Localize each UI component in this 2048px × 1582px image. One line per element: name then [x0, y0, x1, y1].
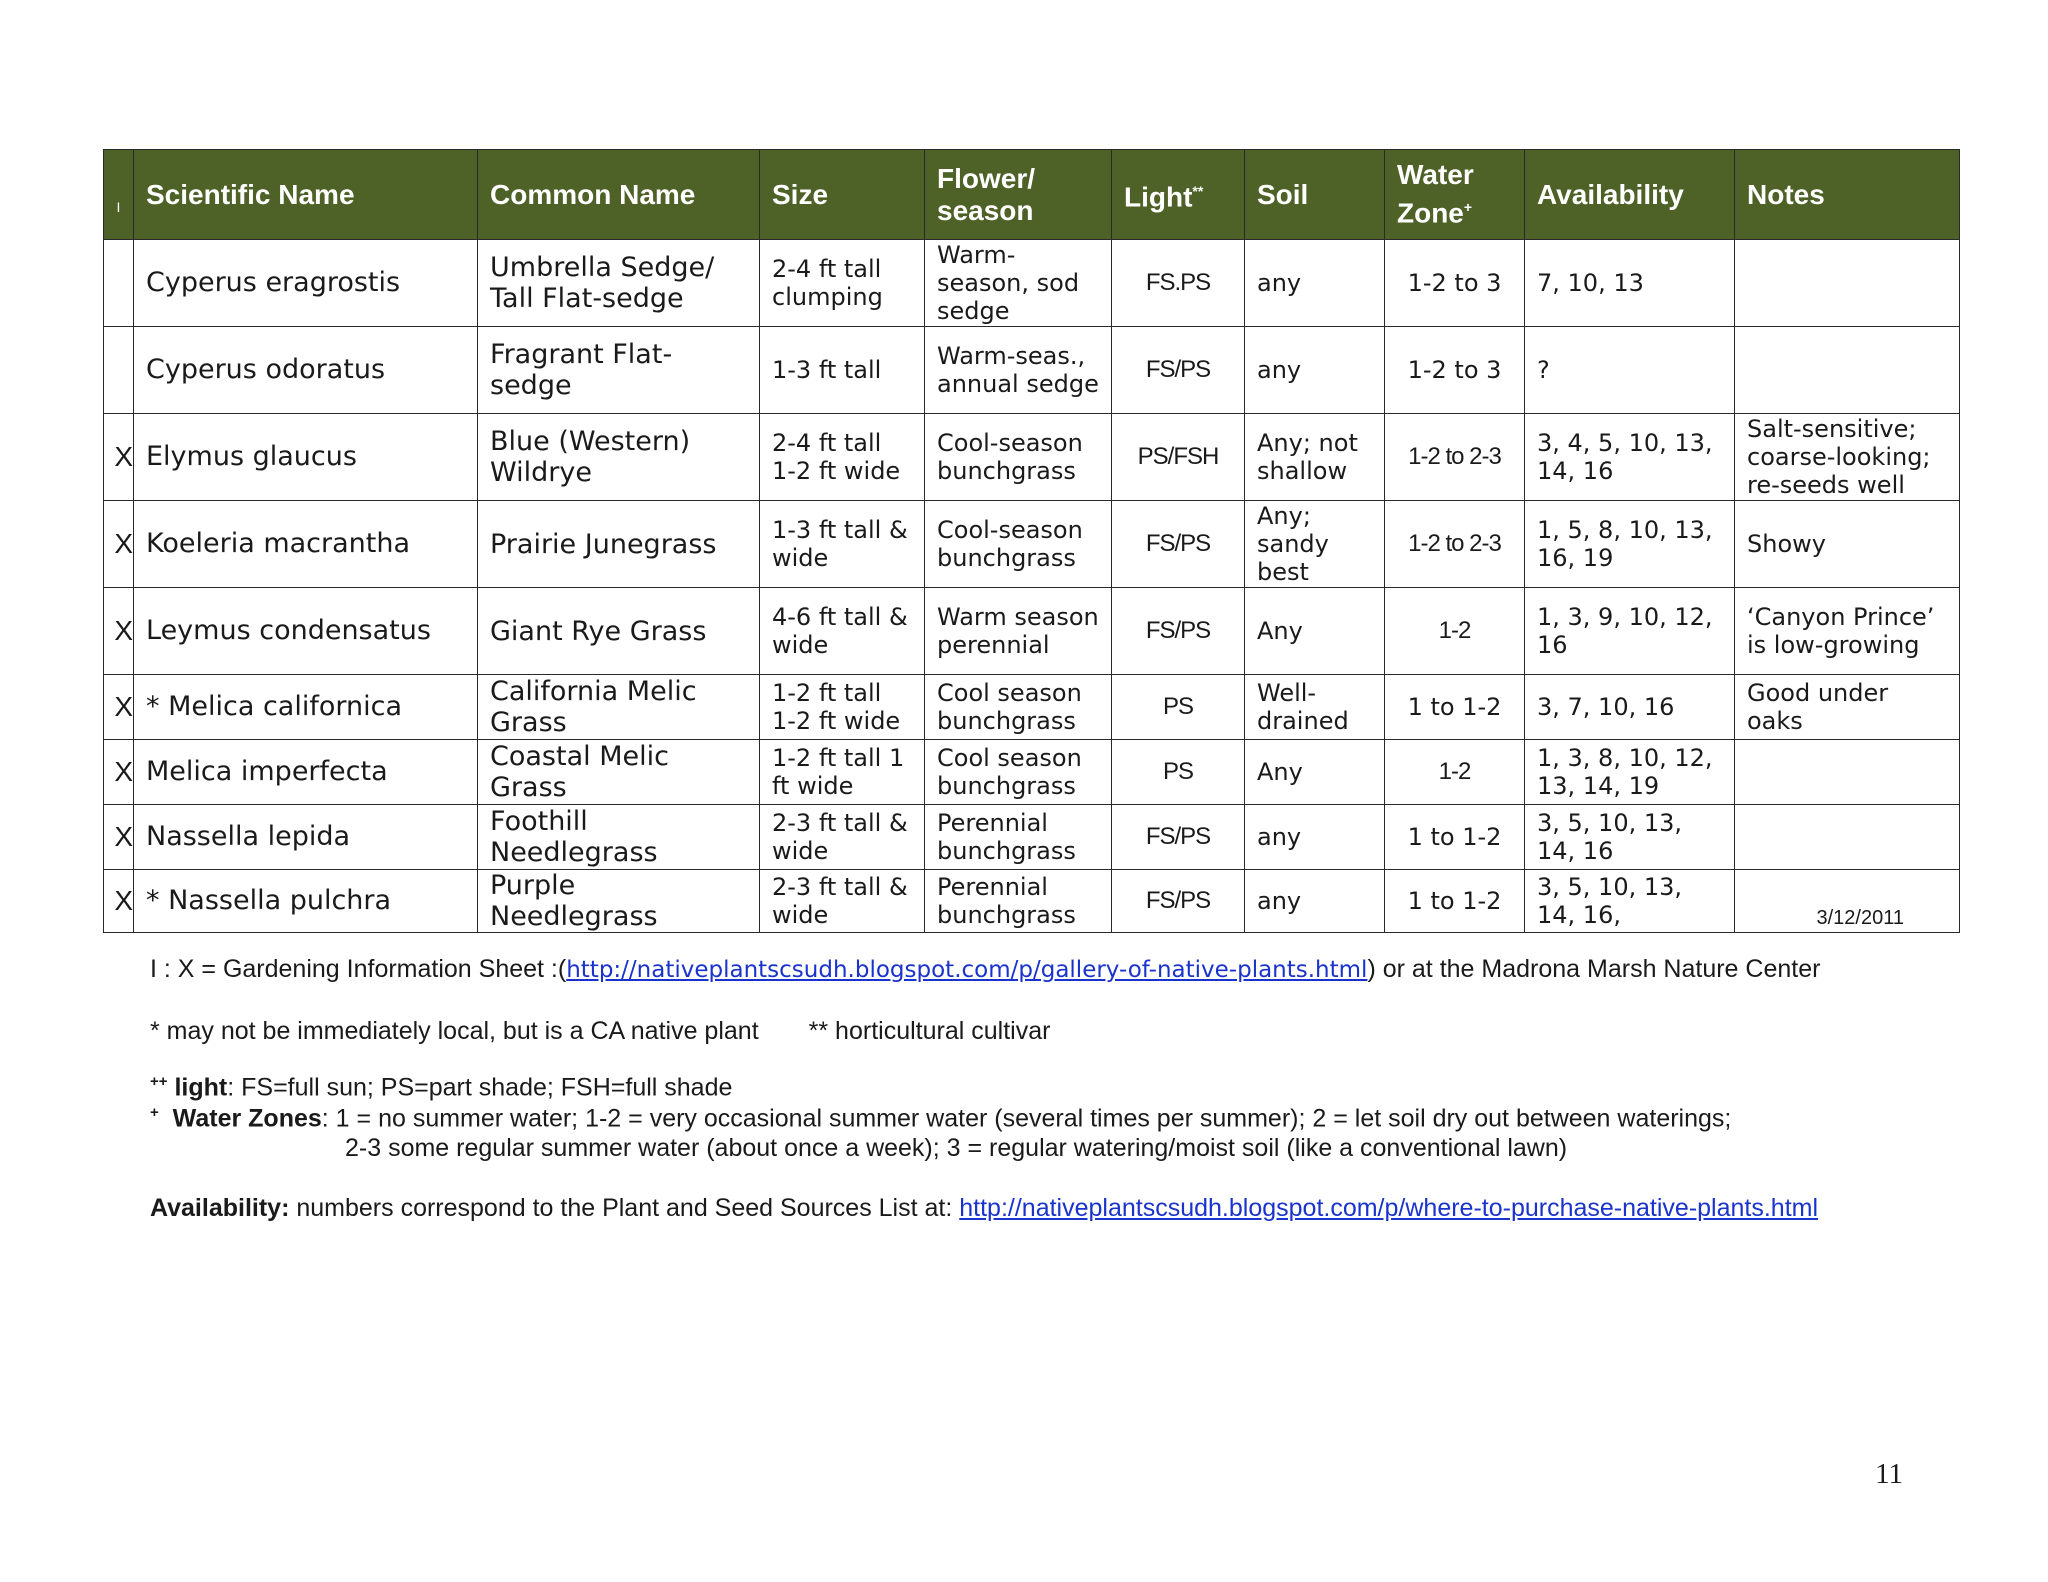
cell-common-name: Purple Needlegrass [478, 870, 760, 933]
cell-availability: 1, 3, 9, 10, 12, 16 [1525, 588, 1735, 675]
footnote-water-zones: + Water Zones: 1 = no summer water; 1-2 = very occasional summer water (several times per summer); 2 = let soil dry out between waterings; [150, 1104, 1732, 1133]
cell-flower-season: Cool season bunchgrass [925, 675, 1112, 740]
cell-x-mark: X [104, 588, 134, 675]
cell-size: 1-2 ft tall 1-2 ft wide [760, 675, 925, 740]
cell-flower-season: Perennial bunchgrass [925, 805, 1112, 870]
cell-size: 2-3 ft tall & wide [760, 805, 925, 870]
header-notes: Notes [1735, 150, 1960, 240]
plant-table [103, 149, 1960, 933]
cell-x-mark: X [104, 870, 134, 933]
cell-flower-season: Warm-seas., annual sedge [925, 327, 1112, 414]
cell-light: PS [1112, 675, 1245, 740]
cell-soil: any [1245, 870, 1385, 933]
table-row [104, 805, 1960, 870]
cell-notes [1735, 740, 1960, 805]
cell-soil: Well-drained [1245, 675, 1385, 740]
cell-x-mark: X [104, 501, 134, 588]
footnote-light: ++ light: FS=full sun; PS=part shade; FSH=full shade [150, 1073, 733, 1102]
cell-flower-season: Cool season bunchgrass [925, 740, 1112, 805]
cell-scientific-name: Elymus glaucus [134, 414, 478, 501]
table-row [104, 870, 1960, 933]
table-row [104, 240, 1960, 327]
cell-flower-season: Cool-season bunchgrass [925, 501, 1112, 588]
cell-soil: any [1245, 327, 1385, 414]
cell-availability: ? [1525, 327, 1735, 414]
table-row [104, 675, 1960, 740]
cell-water-zone: 1-2 to 3 [1385, 240, 1525, 327]
cell-soil: Any; sandy best [1245, 501, 1385, 588]
cell-flower-season: Perennial bunchgrass [925, 870, 1112, 933]
cell-common-name: Umbrella Sedge/ Tall Flat-sedge [478, 240, 760, 327]
cell-x-mark [104, 240, 134, 327]
cell-size: 1-2 ft tall 1 ft wide [760, 740, 925, 805]
cell-soil: Any; not shallow [1245, 414, 1385, 501]
cell-flower-season: Cool-season bunchgrass [925, 414, 1112, 501]
cell-light: FS/PS [1112, 501, 1245, 588]
cell-common-name: Blue (Western) Wildrye [478, 414, 760, 501]
cell-water-zone: 1-2 to 2-3 [1385, 414, 1525, 501]
cell-scientific-name: Melica imperfecta [134, 740, 478, 805]
cell-water-zone: 1-2 to 3 [1385, 327, 1525, 414]
table-row [104, 414, 1960, 501]
cell-light: FS/PS [1112, 588, 1245, 675]
cell-flower-season: Warm season perennial [925, 588, 1112, 675]
cell-light: FS/PS [1112, 805, 1245, 870]
cell-size: 1-3 ft tall & wide [760, 501, 925, 588]
cell-availability: 7, 10, 13 [1525, 240, 1735, 327]
header-size: Size [760, 150, 925, 240]
sources-link[interactable]: http://nativeplantscsudh.blogspot.com/p/where-to-purchase-native-plants.html [959, 1194, 1819, 1222]
table-row [104, 588, 1960, 675]
cell-x-mark: X [104, 740, 134, 805]
cell-scientific-name: Leymus condensatus [134, 588, 478, 675]
cell-flower-season: Warm-season, sod sedge [925, 240, 1112, 327]
cell-common-name: Giant Rye Grass [478, 588, 760, 675]
cell-x-mark: X [104, 414, 134, 501]
cell-notes: Good under oaks [1735, 675, 1960, 740]
cell-soil: Any [1245, 740, 1385, 805]
cell-common-name: Fragrant Flat-sedge [478, 327, 760, 414]
cell-size: 4-6 ft tall & wide [760, 588, 925, 675]
footnote-gardening-sheet: I : X = Gardening Information Sheet :(http://nativeplantscsudh.blogspot.com/p/gallery-of-native-plants.html) or at the Madrona Marsh Nature Center [150, 955, 1821, 983]
cell-soil: Any [1245, 588, 1385, 675]
header-light: Light** [1112, 150, 1245, 240]
footnote-availability: Availability: numbers correspond to the Plant and Seed Sources List at: http://nativeplantscsudh.blogspot.com/p/where-to-purchase-native-plants.html [150, 1194, 1819, 1222]
cell-availability: 1, 5, 8, 10, 13, 16, 19 [1525, 501, 1735, 588]
cell-water-zone: 1 to 1-2 [1385, 675, 1525, 740]
cell-water-zone: 1-2 to 2-3 [1385, 501, 1525, 588]
cell-scientific-name: Cyperus eragrostis [134, 240, 478, 327]
cell-notes: Salt-sensitive; coarse-looking; re-seeds well [1735, 414, 1960, 501]
page-number: 11 [1875, 1458, 1903, 1490]
header-flower-season: Flower/ season [925, 150, 1112, 240]
document-date: 3/12/2011 [1816, 907, 1904, 929]
table-header-row [104, 150, 1960, 240]
cell-common-name: Prairie Junegrass [478, 501, 760, 588]
header-common-name: Common Name [478, 150, 760, 240]
header-availability: Availability [1525, 150, 1735, 240]
table-row [104, 740, 1960, 805]
cell-notes: Showy [1735, 501, 1960, 588]
cell-notes: ‘Canyon Prince’ is low-growing [1735, 588, 1960, 675]
cell-notes [1735, 805, 1960, 870]
cell-availability: 1, 3, 8, 10, 12, 13, 14, 19 [1525, 740, 1735, 805]
header-scientific-name: Scientific Name [134, 150, 478, 240]
cell-x-mark [104, 327, 134, 414]
cell-x-mark: X [104, 675, 134, 740]
footnote-native-cultivar: * may not be immediately local, but is a CA native plant ** horticultural cultivar [150, 1017, 1051, 1045]
cell-size: 2-4 ft tall 1-2 ft wide [760, 414, 925, 501]
cell-notes [1735, 240, 1960, 327]
table-row [104, 501, 1960, 588]
cell-size: 1-3 ft tall [760, 327, 925, 414]
cell-water-zone: 1 to 1-2 [1385, 805, 1525, 870]
cell-water-zone: 1-2 [1385, 588, 1525, 675]
cell-scientific-name: * Nassella pulchra [134, 870, 478, 933]
cell-availability: 3, 4, 5, 10, 13, 14, 16 [1525, 414, 1735, 501]
cell-availability: 3, 7, 10, 16 [1525, 675, 1735, 740]
cell-soil: any [1245, 805, 1385, 870]
cell-water-zone: 1-2 [1385, 740, 1525, 805]
cell-light: FS.PS [1112, 240, 1245, 327]
gallery-link[interactable]: http://nativeplantscsudh.blogspot.com/p/gallery-of-native-plants.html [566, 957, 1368, 983]
cell-common-name: Coastal Melic Grass [478, 740, 760, 805]
cell-scientific-name: Nassella lepida [134, 805, 478, 870]
cell-availability: 3, 5, 10, 13, 14, 16 [1525, 805, 1735, 870]
table-row [104, 327, 1960, 414]
header-soil: Soil [1245, 150, 1385, 240]
cell-common-name: California Melic Grass [478, 675, 760, 740]
cell-light: FS/PS [1112, 870, 1245, 933]
cell-x-mark: X [104, 805, 134, 870]
cell-scientific-name: * Melica californica [134, 675, 478, 740]
cell-common-name: Foothill Needlegrass [478, 805, 760, 870]
footnote-water-zones-cont: 2-3 some regular summer water (about once a week); 3 = regular watering/moist soil (like a conventional lawn) [345, 1134, 1568, 1162]
cell-scientific-name: Cyperus odoratus [134, 327, 478, 414]
cell-light: FS/PS [1112, 327, 1245, 414]
cell-notes [1735, 327, 1960, 414]
cell-availability: 3, 5, 10, 13, 14, 16, [1525, 870, 1735, 933]
header-i: I [104, 150, 134, 240]
cell-size: 2-4 ft tall clumping [760, 240, 925, 327]
cell-water-zone: 1 to 1-2 [1385, 870, 1525, 933]
cell-light: PS/FSH [1112, 414, 1245, 501]
cell-light: PS [1112, 740, 1245, 805]
header-water-zone: Water Zone+ [1385, 150, 1525, 240]
cell-size: 2-3 ft tall & wide [760, 870, 925, 933]
cell-soil: any [1245, 240, 1385, 327]
cell-scientific-name: Koeleria macrantha [134, 501, 478, 588]
